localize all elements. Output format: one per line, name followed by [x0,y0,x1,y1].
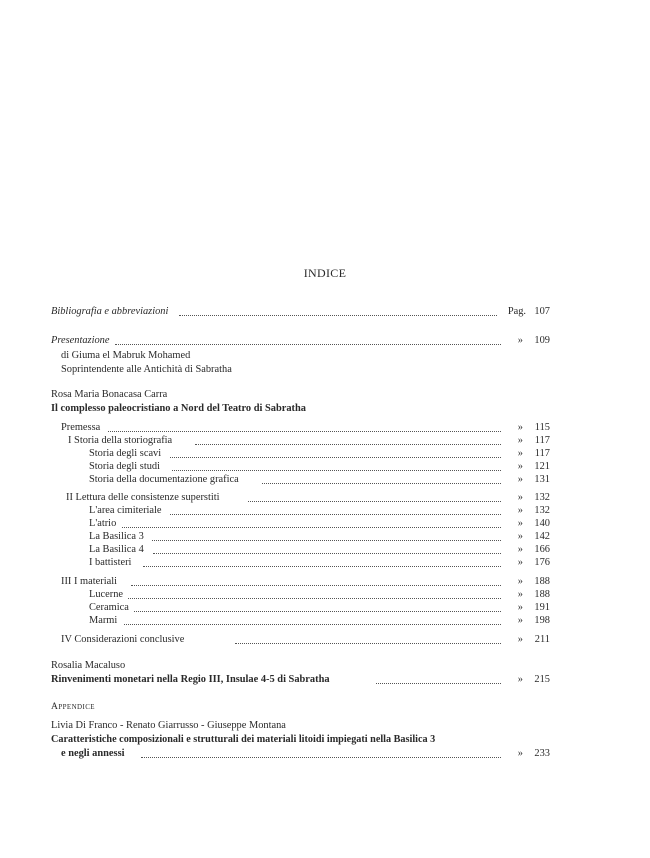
ditto-mark: » [517,557,523,568]
section1-title: Il complesso paleocristiano a Nord del Teatro di Sabratha [51,403,306,414]
ditto-mark: » [517,634,523,645]
entry-label: La Basilica 3 [89,531,144,542]
page-title: INDICE [303,266,347,280]
ditto-mark: » [517,531,523,542]
section2-author: Rosalia Macaluso [51,660,126,671]
ditto-mark: » [517,474,523,485]
dot-leader [172,470,501,471]
dot-leader [134,611,501,612]
dot-leader [170,514,501,515]
ditto-mark: » [517,422,523,433]
toc-entry[interactable] [0,460,650,474]
presentazione-author: di Giuma el Mabruk Mohamed [61,350,191,361]
ditto-mark: » [517,448,523,459]
page-number: 121 [534,461,550,472]
entry-label: Storia della documentazione grafica [89,474,239,485]
ditto-mark: » [517,461,523,472]
dot-leader [141,757,501,758]
toc-entry-presentazione[interactable] [0,334,650,348]
entry-label: IV Considerazioni conclusive [61,634,185,645]
toc-entry[interactable] [0,504,650,518]
dot-leader [376,683,501,684]
toc-entry[interactable] [0,421,650,435]
page-number: 191 [534,602,550,613]
dot-leader [128,598,501,599]
entry-label: Lucerne [89,589,124,600]
page-number: 188 [534,589,550,600]
toc-entry[interactable] [0,530,650,544]
toc-entry-appendix[interactable] [0,747,650,761]
dot-leader [170,457,501,458]
appendix-title-line1: Caratteristiche composizionali e strutturali dei materiali litoidi impiegati nella Basilica 3 [51,734,436,745]
toc-entry[interactable] [0,543,650,557]
page-number: 142 [534,531,550,542]
ditto-mark: » [517,335,523,346]
ditto-mark: » [517,602,523,613]
entry-label: L'area cimiteriale [89,505,162,516]
page-number: 117 [534,435,550,446]
entry-label: Presentazione [51,335,110,346]
ditto-mark: » [517,748,523,759]
ditto-mark: » [517,544,523,555]
entry-label: Premessa [61,422,101,433]
toc-entry-section2[interactable] [0,673,650,687]
page-number: 131 [534,474,550,485]
toc-entry[interactable] [0,556,650,570]
ditto-mark: » [517,589,523,600]
toc-entry[interactable] [0,434,650,448]
entry-label: Ceramica [89,602,129,613]
entry-label: Rinvenimenti monetari nella Regio III, Insulae 4-5 di Sabratha [51,674,330,685]
toc-entry[interactable] [0,517,650,531]
entry-label: III I materiali [61,576,117,587]
page-number: 132 [534,505,550,516]
dot-leader [108,431,501,432]
page-number: 115 [534,422,550,433]
page-number: 198 [534,615,550,626]
entry-label: Bibliografia e abbreviazioni [51,306,169,317]
dot-leader [153,553,501,554]
dot-leader [143,566,501,567]
dot-leader [262,483,501,484]
dot-leader [195,444,501,445]
ditto-mark: » [517,492,523,503]
entry-label: I Storia della storiografia [68,435,173,446]
page-number: 107 [534,306,550,317]
ditto-mark: » [517,518,523,529]
dot-leader [124,624,501,625]
appendix-authors: Livia Di Franco - Renato Giarrusso - Giuseppe Montana [51,720,286,731]
page-number: 188 [534,576,550,587]
dot-leader [248,501,501,502]
dot-leader [122,527,501,528]
ditto-mark: » [517,674,523,685]
dot-leader [115,344,501,345]
toc-entry[interactable] [0,633,650,647]
dot-leader [179,315,497,316]
entry-label: I battisteri [89,557,132,568]
page-number: 109 [534,335,550,346]
page-number: 215 [534,674,550,685]
dot-leader [235,643,501,644]
entry-label: Marmi [89,615,118,626]
dot-leader [131,585,501,586]
toc-entry[interactable] [0,491,650,505]
ditto-mark: » [517,435,523,446]
ditto-mark: » [517,615,523,626]
toc-entry[interactable] [0,588,650,602]
toc-entry[interactable] [0,575,650,589]
presentazione-role: Soprintendente alle Antichità di Sabratha [61,364,232,375]
dot-leader [152,540,501,541]
page-number: 166 [534,544,550,555]
entry-label: Storia degli scavi [89,448,162,459]
toc-entry[interactable] [0,473,650,487]
entry-label: II Lettura delle consistenze superstiti [66,492,220,503]
appendix-heading: Appendice [51,701,95,712]
page-number: 132 [534,492,550,503]
entry-label: Storia degli studi [89,461,160,472]
entry-label: L'atrio [89,518,117,529]
page-number: 233 [534,748,550,759]
page-prefix: Pag. [507,306,526,317]
toc-entry-bibliografia[interactable] [0,305,650,319]
page-number: 117 [534,448,550,459]
page-number: 211 [534,634,550,645]
entry-label: e negli annessi [61,748,125,759]
section1-author: Rosa Maria Bonacasa Carra [51,389,168,400]
toc-entry[interactable] [0,447,650,461]
page-number: 176 [534,557,550,568]
ditto-mark: » [517,505,523,516]
ditto-mark: » [517,576,523,587]
page-number: 140 [534,518,550,529]
entry-label: La Basilica 4 [89,544,144,555]
toc-entry[interactable] [0,601,650,615]
toc-entry[interactable] [0,614,650,628]
